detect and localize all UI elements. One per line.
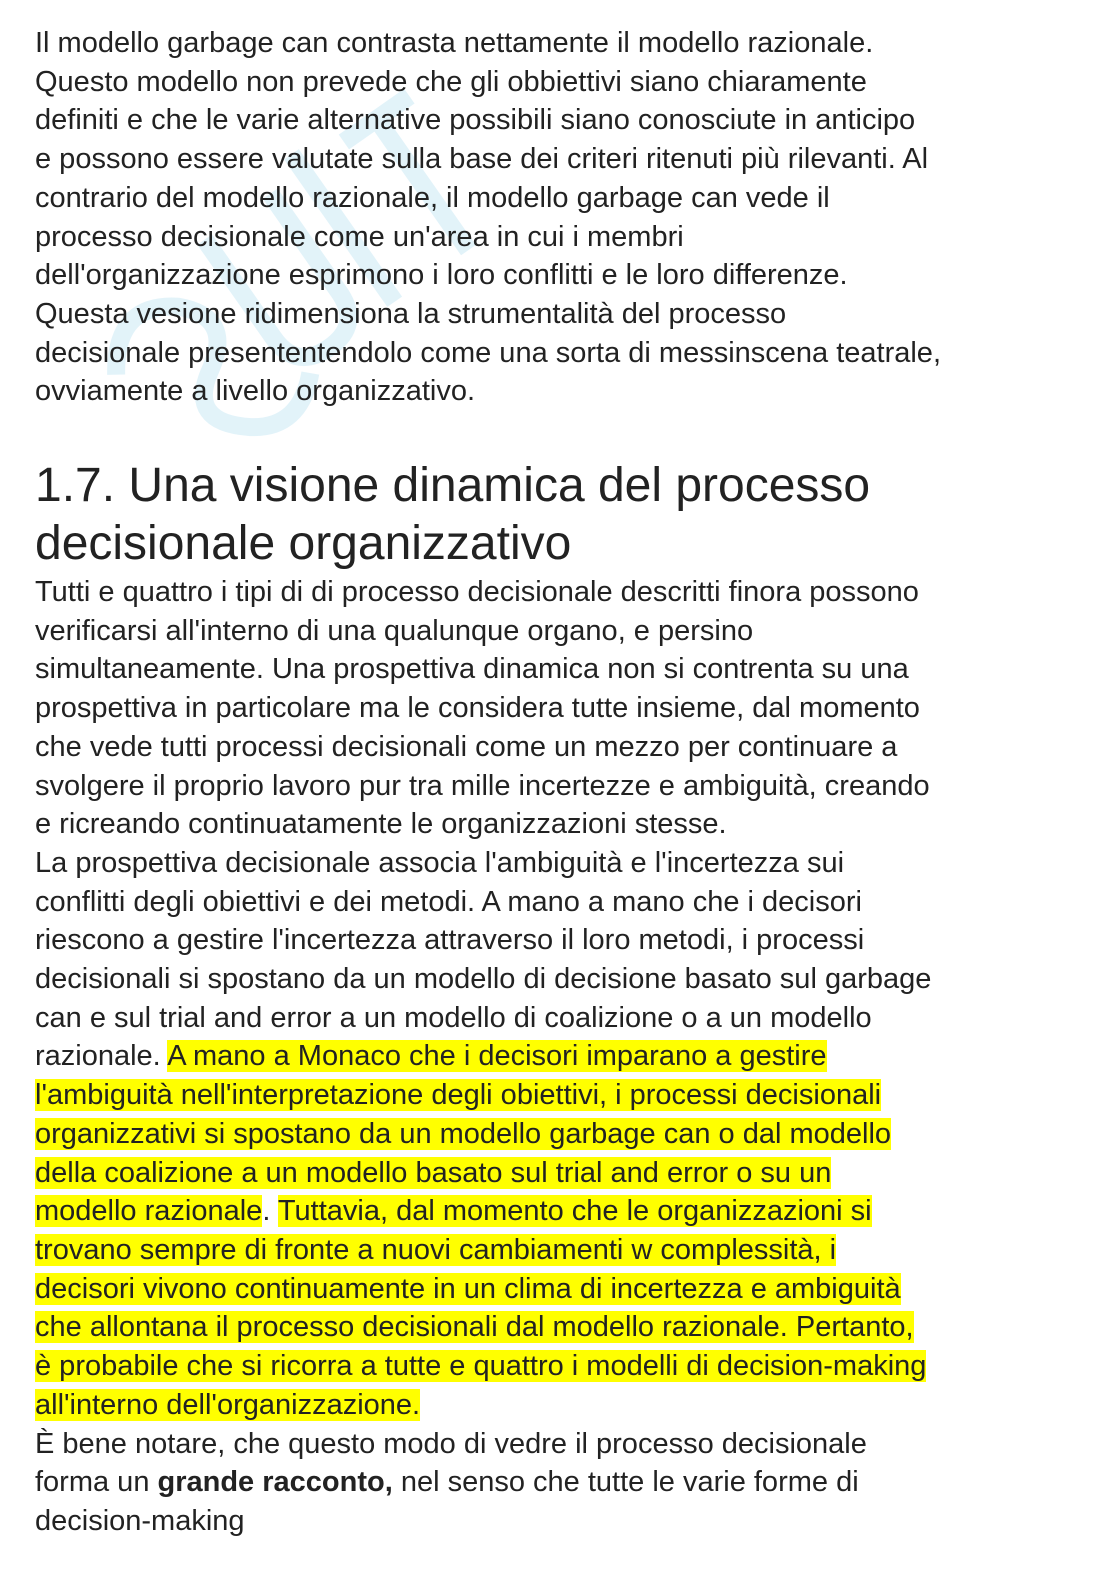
paragraph-text: nel senso che tutte le varie forme di decision-making xyxy=(35,1466,859,1537)
sentence-period: . xyxy=(262,1195,278,1228)
paragraph-dynamic-view: Tutti e quattro i tipi di di processo decisionale descritti finora possono verificarsi all'interno di una qualunque organo, e persino simultaneamente. Una prospettiva dinamica non si contrenta su una prospettiva in particolare ma le considera tutte insieme, dal momento che vede tutti processi decisionali come un mezzo per continuare a svolgere il proprio lavoro pur tra mille incertezze e ambiguità, creando e ricreando continuatamente le organizzazioni stesse. xyxy=(35,576,930,841)
paragraph-intro: Il modello garbage can contrasta nettamente il modello razionale. Questo modello non prevede che gli obbiettivi siano chiaramente definiti e che le varie alternative possibili siano conosciute in anticipo e possono essere valutate sulla base dei criteri ritenuti più rilevanti. Al contrario del modello razionale, il modello garbage can vede il processo decisionale come un'area in cui i membri dell'organizzazione esprimono i loro conflitti e le loro differenze. Questa vesione ridimensiona la strumentalità del processo decisionale presententendolo come una sorta di messinscena teatrale, ovviamente a livello organizzativo. xyxy=(35,27,941,408)
paragraph-perspective xyxy=(35,844,1085,1425)
highlighted-text: Tuttavia, dal momento che le organizzazioni si trovano sempre di fronte a nuovi cambiamenti w complessità, i decisori vivono continuamente in un clima di incertezza e ambiguità che allontana il processo decisionali dal modello razionale. Pertanto, è probabile che si ricorra a tutte e quattro i modelli di decision-making all'interno dell'organizzazione. xyxy=(35,1195,927,1421)
paragraph-perspective-text: La prospettiva decisionale associa l'ambiguità e l'incertezza sui conflitti degli obiettivi e dei metodi. A mano a mano che i decisori riescono a gestire l'incertezza attraverso il loro metodi, i processi decisionali si spostano da un modello di decisione basato sul garbage can e sul trial and error a un modello di coalizione o a un modello razionale. xyxy=(35,846,932,1073)
highlighted-text: A mano a Monaco che i decisori imparano a gestire l'ambiguità nell'interpretazione degli obiettivi, i processi decisionali organizzativi si spostano da un modello garbage can o dal modello della coalizione a un modello basato sul trial and error o su un modello razionale xyxy=(35,1040,892,1228)
paragraph-text: È bene notare, che questo modo di vedre il processo decisionale forma un xyxy=(35,1427,867,1499)
document-page xyxy=(35,24,1085,1541)
paragraph-grand-narrative xyxy=(35,1425,1085,1541)
bold-term: grande racconto, xyxy=(157,1466,393,1499)
section-heading: 1.7. Una visione dinamica del processo decisionale organizzativo xyxy=(35,459,871,571)
